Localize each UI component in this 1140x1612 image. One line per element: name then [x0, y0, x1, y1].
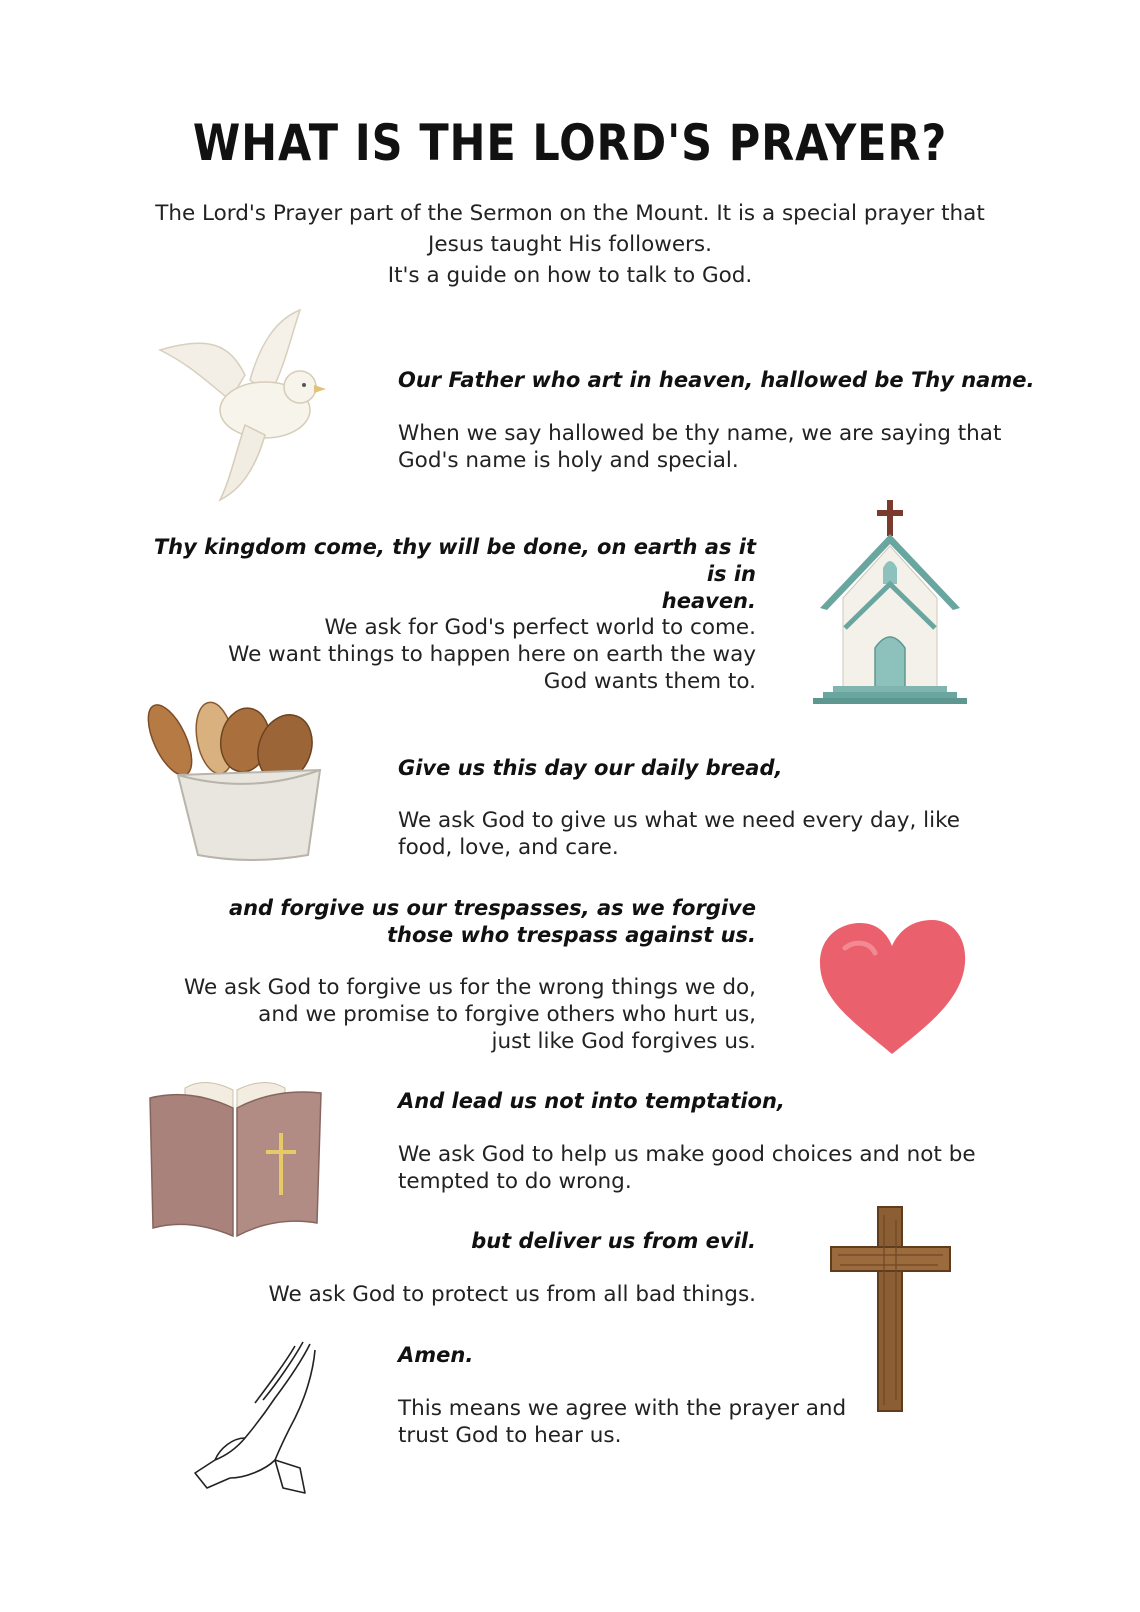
verse-text: Our Father who art in heaven, hallowed be Thy name. [398, 368, 1035, 392]
verse-text: but deliver us from evil. [471, 1229, 756, 1253]
explanation-text: We ask God to help us make good choices and not be tempted to do wrong. [398, 1142, 976, 1194]
verse-text: Thy kingdom come, thy will be done, on earth as it is in heaven. [153, 535, 756, 613]
bible-icon [145, 1068, 325, 1238]
verse-text: Give us this day our daily bread, [398, 756, 783, 780]
explanation-text: We ask God to protect us from all bad things. [268, 1282, 756, 1307]
dove-icon [150, 305, 330, 505]
verse-text: and forgive us our trespasses, as we forgive those who trespass against us. [228, 896, 756, 947]
explanation-text: This means we agree with the prayer and trust God to hear us. [398, 1396, 847, 1448]
intro-line: Jesus taught His followers. [428, 232, 712, 257]
intro-line: The Lord's Prayer part of the Sermon on the Mount. It is a special prayer that [155, 201, 985, 226]
bread-basket-icon [140, 700, 325, 865]
church-icon [805, 498, 975, 708]
verse-text: And lead us not into temptation, [398, 1089, 785, 1113]
explanation-text: We ask God to give us what we need every day, like food, love, and care. [398, 808, 961, 860]
intro-line: It's a guide on how to talk to God. [387, 263, 753, 288]
intro-paragraph [120, 198, 1020, 291]
verse-text: Amen. [398, 1343, 474, 1367]
explanation-text: When we say hallowed be thy name, we are saying that God's name is holy and special. [398, 421, 1002, 473]
cross-icon [828, 1205, 953, 1415]
heart-icon [815, 918, 970, 1058]
explanation-text: We ask for God's perfect world to come. We want things to happen here on earth the way God wants them to. [228, 615, 756, 694]
praying-hands-icon [185, 1338, 330, 1498]
explanation-text: We ask God to forgive us for the wrong things we do, and we promise to forgive others who hurt us, just like God forgives us. [183, 975, 756, 1054]
page-title: WHAT IS THE LORD'S PRAYER? [192, 114, 948, 172]
